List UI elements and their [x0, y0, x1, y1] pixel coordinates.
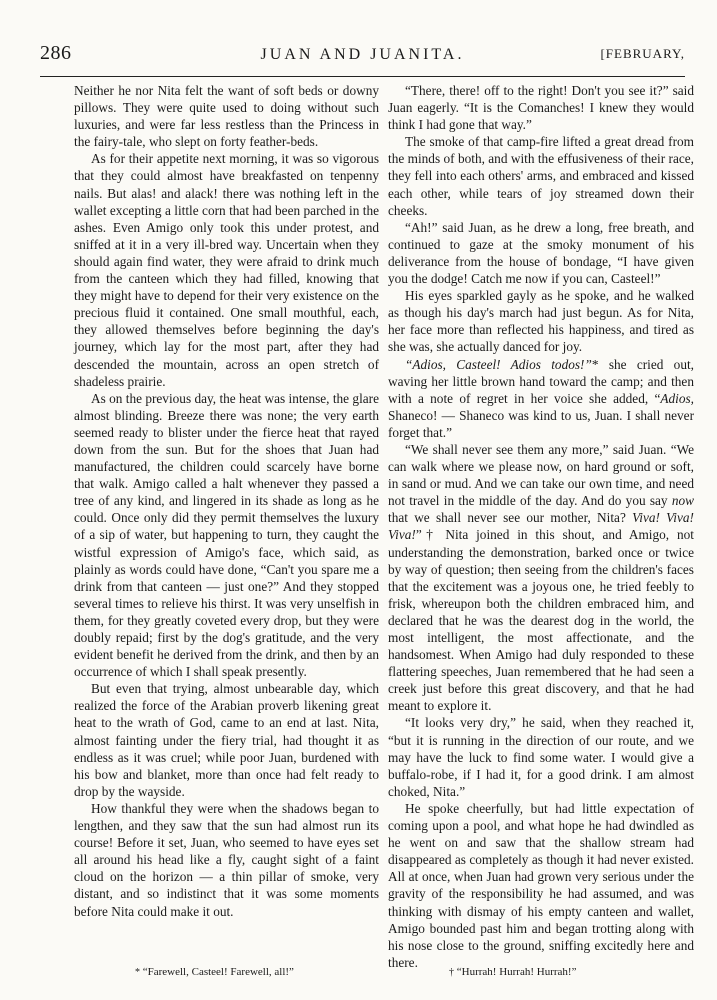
footnote-left — [135, 966, 294, 978]
text-run: Nita joined in this shout, and Amigo, not understanding the demonstration, barked once or twice by way of question; then seeing from the children's faces that the excitement was a joyous one, he tried feebly to frisk, whereupon both the children embraced him, and declared that he was the dearest dog in the world, the most intelligent, the most affectionate, and the handsomest. When Amigo had duly responded to these flattering speeches, Juan remembered that he had seen a creek just before this great discovery, and that he had meant to explore it. — [388, 527, 694, 714]
paragraph — [388, 356, 694, 441]
running-title: JUAN AND JUANITA. — [260, 46, 465, 63]
footnote-right — [449, 966, 576, 978]
paragraph: The smoke of that camp-fire lifted a great dread from the minds of both, and with the effusiveness of their race, they fell into each others' arms, and embraced and kissed each other, while tears of joy streamed down their cheeks. — [388, 134, 694, 218]
footnote-ref: * — [591, 356, 599, 372]
footnote-mark: * — [135, 967, 140, 978]
text-run: ” — [415, 527, 422, 543]
footnote-mark: † — [449, 967, 454, 978]
footnote-text: “Farewell, Casteel! Farewell, all!” — [142, 966, 294, 978]
page-number: 286 — [40, 42, 72, 64]
italic-word: now — [671, 493, 694, 509]
paragraph: His eyes sparkled gayly as he spoke, and he walked as though his day's march had just begun. As for Nita, her face more than reflected his happiness, and tired as she was, she actually danced for joy. — [388, 288, 694, 355]
italic-exclamation: Viva! Viva! Viva! — [388, 510, 694, 543]
paragraph: But even that trying, almost unbearable day, which realized the force of the Arabian proverb likening great heat to the wrath of God, came to an end at last. Nita, almost fainting under the fiery trial, had thought it as endless as it was cruel; while poor Juan, burdened with his bow and blanket, more than once had felt ready to drop by the wayside. — [74, 681, 379, 799]
text-run: she cried out, waving her little brown hand toward the camp; and then with a note of regret in her voice she added, “ — [388, 356, 695, 406]
text-run: “We shall never see them any more,” said Juan. “We can walk where we please now, on hard ground or soft, in sand or mud. And we can take our own time, and need not travel in the middle of the day. And do you say — [388, 441, 694, 509]
footnote-text: “Hurrah! Hurrah! Hurrah!” — [456, 966, 577, 978]
paragraph: He spoke cheerfully, but had little expectation of coming upon a pool, and what hope he had dwindled as he went on and saw that the shallow stream had disappeared as completely as though it had never existed. All at once, when Juan had grown very serious under the gravity of the responsibility he had assumed, and was thinking with dismay of his empty canteen and wallet, Amigo bounded past him and began trotting along with his nose close to the ground, sniffing excitedly here and there. — [388, 800, 694, 970]
paragraph: “Ah!” said Juan, as he drew a long, free breath, and continued to gaze at the smoky monument of his deliverance from the house of bondage, “I have given you the dodge! Catch me now if you can, Casteel!” — [388, 219, 694, 287]
footnote-ref: † — [421, 527, 438, 543]
running-header — [40, 40, 685, 77]
paragraph: As for their appetite next morning, it was so vigorous that they could almost have breakfasted on tenpenny nails. But alas! and alack! there was nothing left in the wallet excepting a little corn that had been parched in the ashes. Even Amigo only took this under protest, and sniffed at it in a very ill-bred way. Uncertain when they should again find water, they were afraid to drink much from the canteen which they had filled, knowing that they might have to depend for their very existence on the precious fluid it contained. One small mouthful, each, they allowed themselves before beginning the day's journey, which lay for the most part, after they had descended the mountain, across an open stretch of shadeless prairie. — [74, 151, 379, 389]
right-column — [388, 82, 694, 971]
paragraph: “There, there! off to the right! Don't you see it?” said Juan eagerly. “It is the Comanches! I knew they would think I had gone that way.” — [388, 83, 694, 133]
italic-quote: “Adios, Casteel! Adios todos!” — [405, 356, 592, 372]
text-run: Shaneco! — Shaneco was kind to us, Juan. I shall never forget that.” — [388, 407, 694, 440]
italic-word: Adios, — [660, 390, 694, 406]
text-run: that we shall never see our mother, Nita? — [388, 510, 633, 526]
paragraph: “It looks very dry,” he said, when they reached it, “but it is running in the direction of our route, and we may have the luck to find some water. I would give a buffalo-robe, if I had it, for a good drink. I am almost choked, Nita.” — [388, 715, 694, 799]
paragraph: As on the previous day, the heat was intense, the glare almost blinding. Breeze there was none; the very earth seemed ready to blister under the fierce heat that rayed down from the sun. But for the shoes that Juan had manufactured, the children could scarcely have borne that walk. Amigo called a halt whenever they passed a tree of any kind, and lingered in its shade as long as he could. Once only did they permit themselves the luxury of a sip of water, but happening to turn, they caught the wistful expression of Amigo's face, which said, as plainly as words could have done, “Can't you spare me a drink from that canteen — just one?” And they stopped several times to relieve his thirst. It was very unselfish in them, for they greatly coveted every drop, but they were doubly repaid; first by the dog's gratitude, and the very evident benefit he derived from the drink, and then by an occurrence of which I shall speak presently. — [74, 390, 379, 680]
paragraph — [388, 441, 694, 715]
left-column — [74, 82, 379, 920]
paragraph: How thankful they were when the shadows began to lengthen, and they saw that the sun had almost run its course! Before it set, Juan, who seemed to have eyes set all around his head like a fly, caught sight of a faint cloud on the horizon — a thin pillar of smoke, very distant, and so indistinct that it was some moments before Nita could make it out. — [74, 800, 379, 919]
issue-month: [FEBRUARY, — [600, 46, 685, 61]
paragraph: Neither he nor Nita felt the want of soft beds or downy pillows. They were quite used to doing without such luxuries, and were far less restless than the Princess in the fairy-tale, who slept on forty feather-beds. — [74, 83, 379, 150]
